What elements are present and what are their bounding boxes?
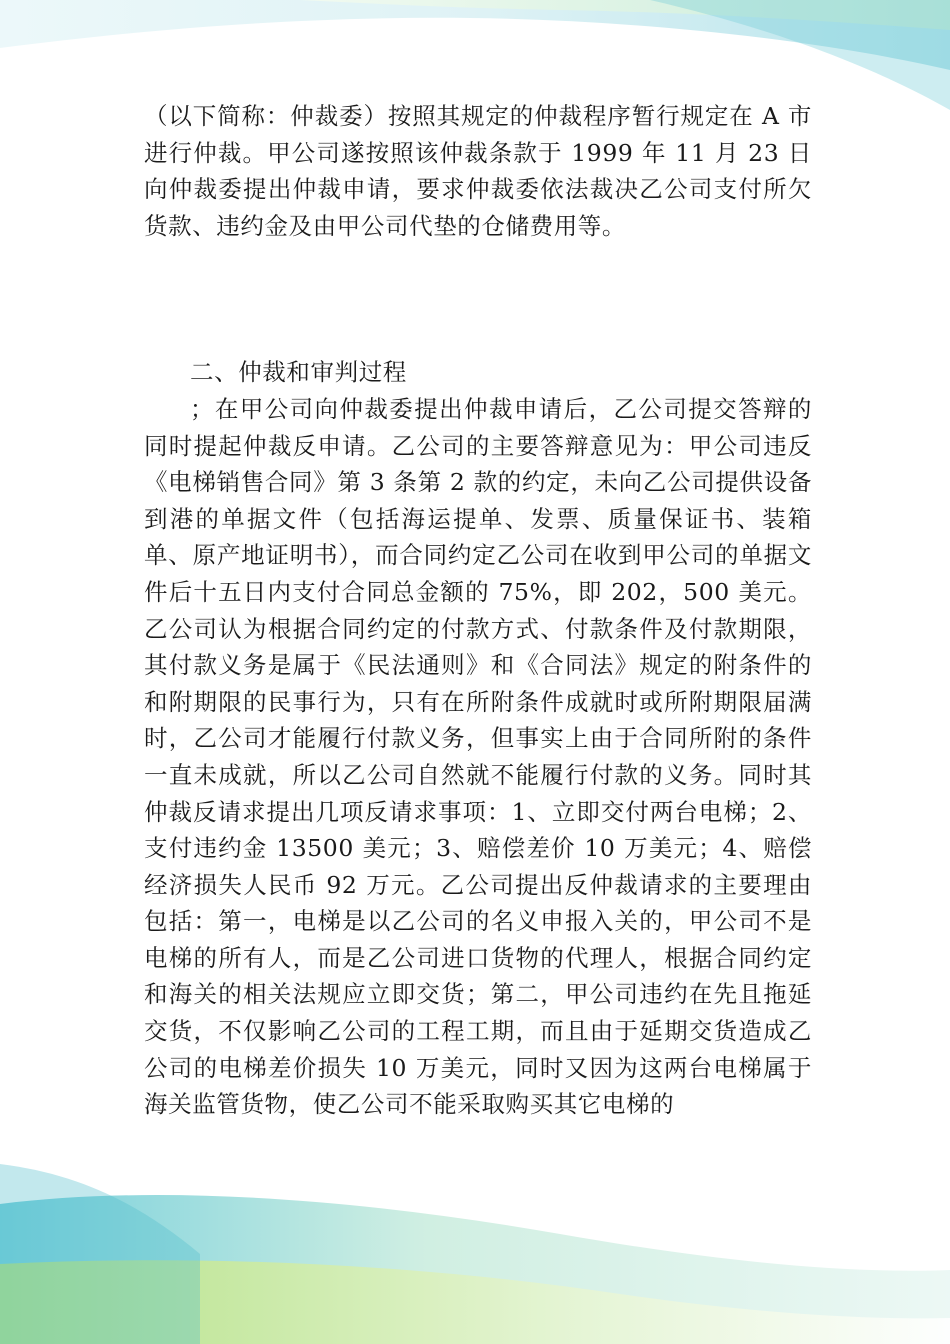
document-body (144, 98, 812, 1123)
paragraph-1: （以下简称：仲裁委）按照其规定的仲裁程序暂行规定在 A 市进行仲裁。甲公司遂按照该仲裁条款于 1999 年 11 月 23 日向仲裁委提出仲裁申请，要求仲裁委依法裁决乙公司支付所欠货款、违约金及由甲公司代垫的仓储费用等。 (144, 102, 812, 240)
section-heading: 二、仲裁和审判过程 (190, 358, 407, 387)
paragraph-2: ；在甲公司向仲裁委提出仲裁申请后，乙公司提交答辩的同时提起仲裁反申请。乙公司的主要答辩意见为：甲公司违反《电梯销售合同》第 3 条第 2 款的约定，未向乙公司提供设备到港的单据文件（包括海运提单、发票、质量保证书、装箱单、原产地证明书），而合同约定乙公司在收到甲公司的单据文件后十五日内支付合同总金额的 75%，即 202，500 美元。乙公司认为根据合同约定的付款方式、付款条件及付款期限，其付款义务是属于《民法通则》和《合同法》规定的附条件的和附期限的民事行为，只有在所附条件成就时或所附期限届满时，乙公司才能履行付款义务，但事实上由于合同所附的条件一直未成就，所以乙公司自然就不能履行付款的义务。同时其仲裁反请求提出几项反请求事项：1、立即交付两台电梯；2、支付违约金 13500 美元；3、赔偿差价 10 万美元；4、赔偿经济损失人民币 92 万元。乙公司提出反仲裁请求的主要理由包括：第一，电梯是以乙公司的名义申报入关的，甲公司不是电梯的所有人，而是乙公司进口货物的代理人，根据合同约定和海关的相关法规应立即交货；第二，甲公司违约在先且拖延交货，不仅影响乙公司的工程工期，而且由于延期交货造成乙公司的电梯差价损失 10 万美元，同时又因为这两台电梯属于海关监管货物，使乙公司不能采取购买其它电梯的 (144, 394, 812, 1119)
bottom-wave-decoration (0, 1144, 950, 1344)
paragraph-gap (144, 244, 812, 354)
